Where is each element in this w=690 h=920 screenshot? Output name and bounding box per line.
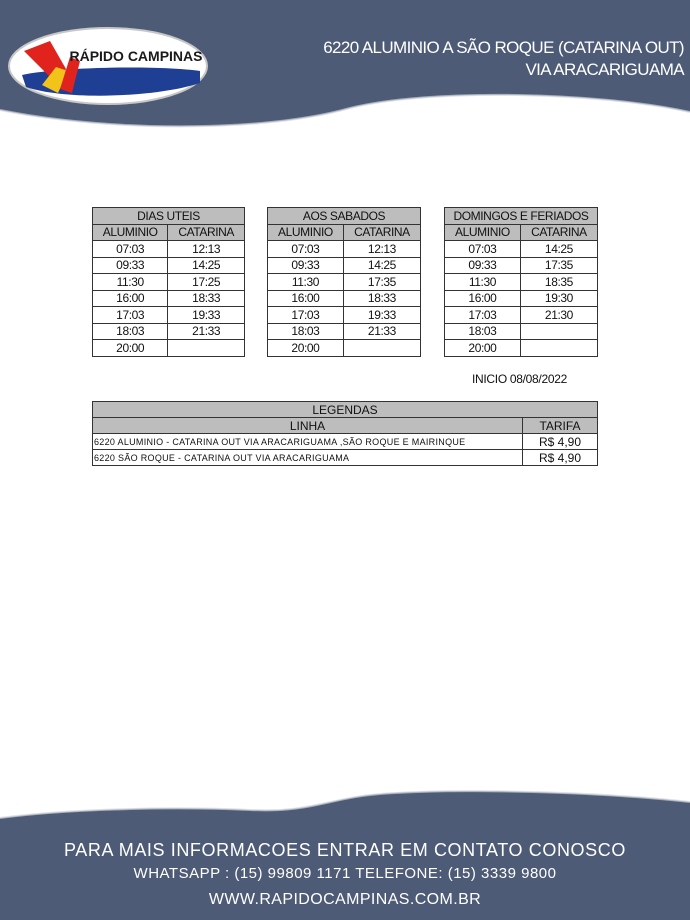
column-header: TARIFA [523, 418, 598, 434]
time-cell: 14:25 [520, 241, 597, 258]
time-cell: 20:00 [268, 340, 344, 357]
route-description: 6220 SÃO ROQUE - CATARINA OUT VIA ARACARIGUAMA [93, 450, 523, 466]
table-row [445, 241, 598, 258]
time-cell: 21:33 [168, 323, 245, 340]
table-row [93, 434, 598, 450]
section-title: DIAS UTEIS [93, 208, 245, 225]
table-row [268, 257, 421, 274]
table-row [93, 274, 245, 291]
table-row [445, 340, 598, 357]
time-cell: 18:33 [343, 290, 420, 307]
time-cell: 16:00 [445, 290, 521, 307]
section-title: DOMINGOS E FERIADOS [445, 208, 598, 225]
footer-phones: WHATSAPP : (15) 99809 1171 TELEFONE: (15) 3339 9800 [133, 865, 557, 882]
time-cell: 09:33 [268, 257, 344, 274]
time-cell: 09:33 [93, 257, 168, 274]
time-cell: 21:33 [343, 323, 420, 340]
time-cell: 11:30 [93, 274, 168, 291]
table-row [445, 257, 598, 274]
table-row [268, 274, 421, 291]
time-cell: 09:33 [445, 257, 521, 274]
time-cell: 11:30 [268, 274, 344, 291]
table-row [93, 340, 245, 357]
table-row [268, 323, 421, 340]
time-cell: 17:03 [445, 307, 521, 324]
time-cell: 07:03 [268, 241, 344, 258]
table-row [93, 307, 245, 324]
route-title-line2: VIA ARACARIGUAMA [525, 60, 684, 79]
fare-value: R$ 4,90 [523, 450, 598, 466]
schedule-table-saturdays [267, 207, 421, 357]
table-row [93, 257, 245, 274]
time-cell: 12:13 [343, 241, 420, 258]
column-header: CATARINA [168, 224, 245, 241]
column-header: CATARINA [520, 224, 597, 241]
table-row [268, 307, 421, 324]
column-header: CATARINA [343, 224, 420, 241]
route-description: 6220 ALUMINIO - CATARINA OUT VIA ARACARIGUAMA ,SÃO ROQUE E MAIRINQUE [93, 434, 523, 450]
time-cell: 18:03 [445, 323, 521, 340]
table-row [445, 274, 598, 291]
time-cell [520, 323, 597, 340]
time-cell: 12:13 [168, 241, 245, 258]
time-cell: 18:33 [168, 290, 245, 307]
time-cell: 17:35 [343, 274, 420, 291]
table-row [445, 307, 598, 324]
schedule-table-weekdays [92, 207, 245, 357]
time-cell: 19:33 [168, 307, 245, 324]
footer-contact-heading: PARA MAIS INFORMACOES ENTRAR EM CONTATO CONOSCO [64, 840, 626, 860]
column-header: ALUMINIO [445, 224, 521, 241]
time-cell: 17:35 [520, 257, 597, 274]
table-row [93, 323, 245, 340]
legend-title: LEGENDAS [93, 402, 598, 418]
legend-table [92, 401, 598, 466]
time-cell [168, 340, 245, 357]
fare-value: R$ 4,90 [523, 434, 598, 450]
time-cell: 07:03 [445, 241, 521, 258]
logo-text: RÁPIDO CAMPINAS [69, 48, 203, 64]
section-title: AOS SABADOS [268, 208, 421, 225]
time-cell: 14:25 [168, 257, 245, 274]
time-cell: 07:03 [93, 241, 168, 258]
time-cell: 16:00 [268, 290, 344, 307]
time-cell: 18:35 [520, 274, 597, 291]
time-cell: 14:25 [343, 257, 420, 274]
table-row [445, 323, 598, 340]
time-cell: 19:33 [343, 307, 420, 324]
time-cell: 18:03 [93, 323, 168, 340]
time-cell: 19:30 [520, 290, 597, 307]
footer-website: WWW.RAPIDOCAMPINAS.COM.BR [208, 891, 482, 908]
time-cell: 16:00 [93, 290, 168, 307]
column-header: LINHA [93, 418, 523, 434]
time-cell: 20:00 [93, 340, 168, 357]
route-title [323, 37, 684, 81]
time-cell: 11:30 [445, 274, 521, 291]
table-row [93, 450, 598, 466]
table-row [93, 241, 245, 258]
column-header: ALUMINIO [268, 224, 344, 241]
time-cell: 18:03 [268, 323, 344, 340]
time-cell: 17:03 [93, 307, 168, 324]
table-row [268, 340, 421, 357]
time-cell: 21:30 [520, 307, 597, 324]
table-row [93, 290, 245, 307]
time-cell: 20:00 [445, 340, 521, 357]
table-row [268, 290, 421, 307]
time-cell: 17:03 [268, 307, 344, 324]
column-header: ALUMINIO [93, 224, 168, 241]
route-title-line1: 6220 ALUMINIO A SÃO ROQUE (CATARINA OUT) [323, 38, 684, 57]
schedule-table-sundays-holidays [444, 207, 598, 357]
rapido-campinas-logo [8, 27, 208, 105]
table-row [268, 241, 421, 258]
table-row [445, 290, 598, 307]
time-cell [343, 340, 420, 357]
time-cell: 17:25 [168, 274, 245, 291]
start-date: INICIO 08/08/2022 [472, 372, 567, 386]
time-cell [520, 340, 597, 357]
